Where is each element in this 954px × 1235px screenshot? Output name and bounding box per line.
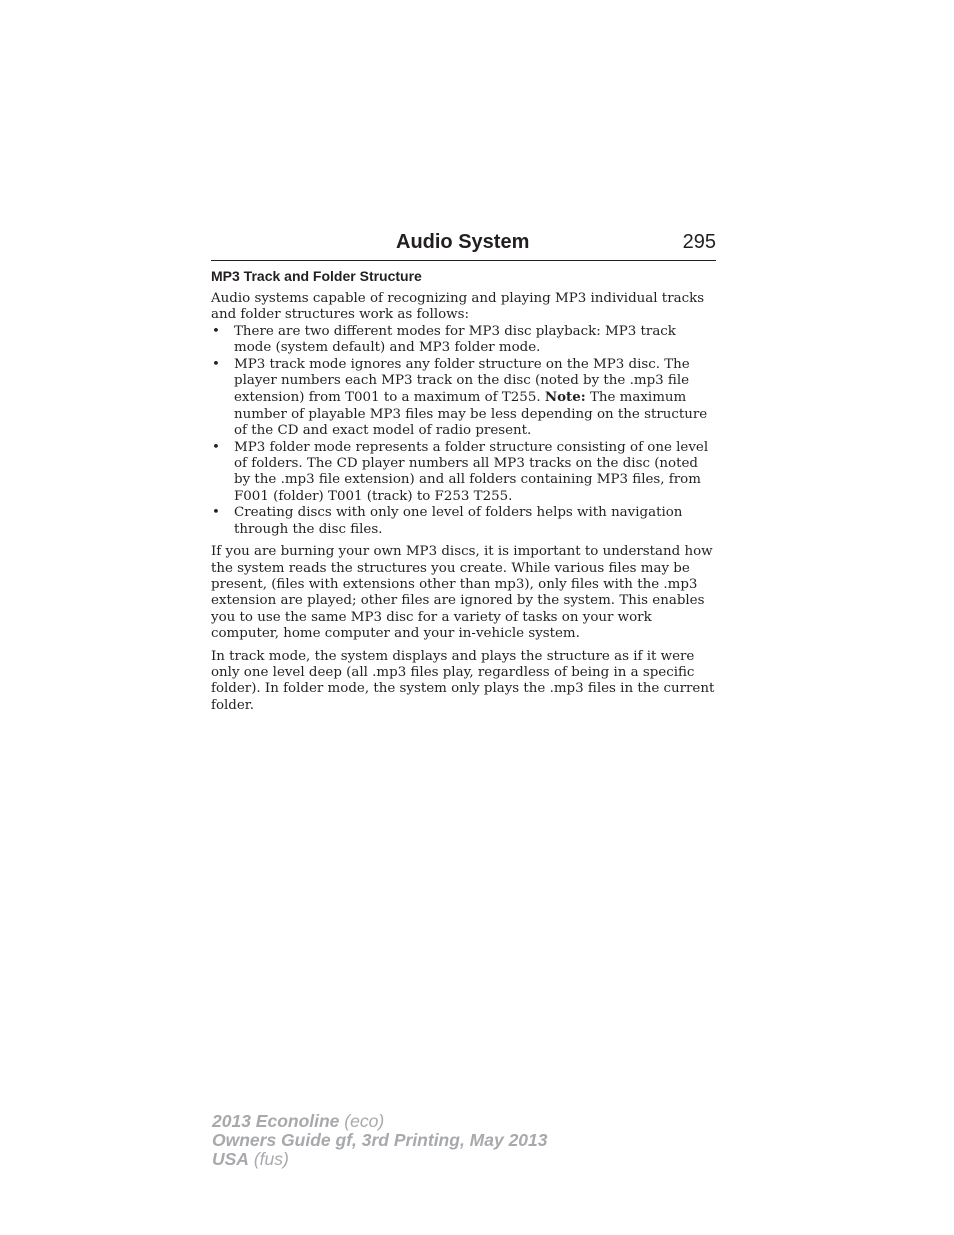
- list-item-text-continued: The maximum number of playable MP3 files may be less depending on the structure of the CD and exact model of radio present.: [234, 390, 708, 439]
- bullet-icon: •: [212, 439, 220, 455]
- list-item: [211, 505, 717, 538]
- list-item: [211, 440, 717, 506]
- list-item-text: MP3 folder mode represents a folder structure consisting of one level of folders. The CD player numbers all MP3 tracks on the disc (noted by the .mp3 file extension) and all folders containing MP3 files, from F001 (folder) T001 (track) to F253 T255.: [234, 439, 709, 504]
- list-item: [211, 324, 717, 357]
- body-paragraph: In track mode, the system displays and plays the structure as if it were only one level deep (all .mp3 files play, regardless of being in a specific folder). In folder mode, the system only plays the .mp3 files in the current folder.: [211, 648, 715, 713]
- bullet-icon: •: [212, 356, 220, 372]
- footer-market-line: [212, 1150, 548, 1169]
- section-heading: MP3 Track and Folder Structure: [211, 268, 422, 284]
- body-paragraph: If you are burning your own MP3 discs, it is important to understand how the system reads the structures you create. While various files may be present, (files with extensions other than mp3), only files with the .mp3 extension are played; other files are ignored by the system. This enables you to use the same MP3 disc for a variety of tasks on your work computer, home computer and your in-vehicle system.: [211, 544, 713, 642]
- note-label: Note:: [544, 389, 586, 406]
- main-content: [211, 267, 717, 714]
- footer-market: USA: [212, 1149, 249, 1169]
- page-header: [211, 228, 716, 261]
- footer-guide: Owners Guide gf, 3rd Printing, May 2013: [212, 1130, 548, 1150]
- footer-model: 2013 Econoline: [212, 1111, 340, 1131]
- list-item-text: Creating discs with only one level of folders helps with navigation through the disc files.: [234, 505, 683, 537]
- footer-model-line: [212, 1112, 548, 1131]
- intro-paragraph: Audio systems capable of recognizing and playing MP3 individual tracks and folder structures work as follows:: [211, 291, 705, 323]
- bullet-list: [211, 324, 717, 538]
- list-item: [211, 357, 717, 440]
- list-item-text: MP3 track mode ignores any folder structure on the MP3 disc. The player numbers each MP3 track on the disc (noted by the .mp3 file extension) from T001 to a maximum of T255.: [234, 356, 690, 406]
- page-title: Audio System: [396, 231, 530, 253]
- page-footer: [212, 1112, 548, 1169]
- bullet-icon: •: [212, 323, 220, 339]
- bullet-icon: •: [212, 505, 220, 521]
- footer-market-code: (fus): [253, 1149, 289, 1169]
- page-number: 295: [682, 231, 716, 253]
- footer-model-code: (eco): [344, 1111, 385, 1131]
- list-item-text: There are two different modes for MP3 disc playback: MP3 track mode (system default) and MP3 folder mode.: [234, 323, 676, 356]
